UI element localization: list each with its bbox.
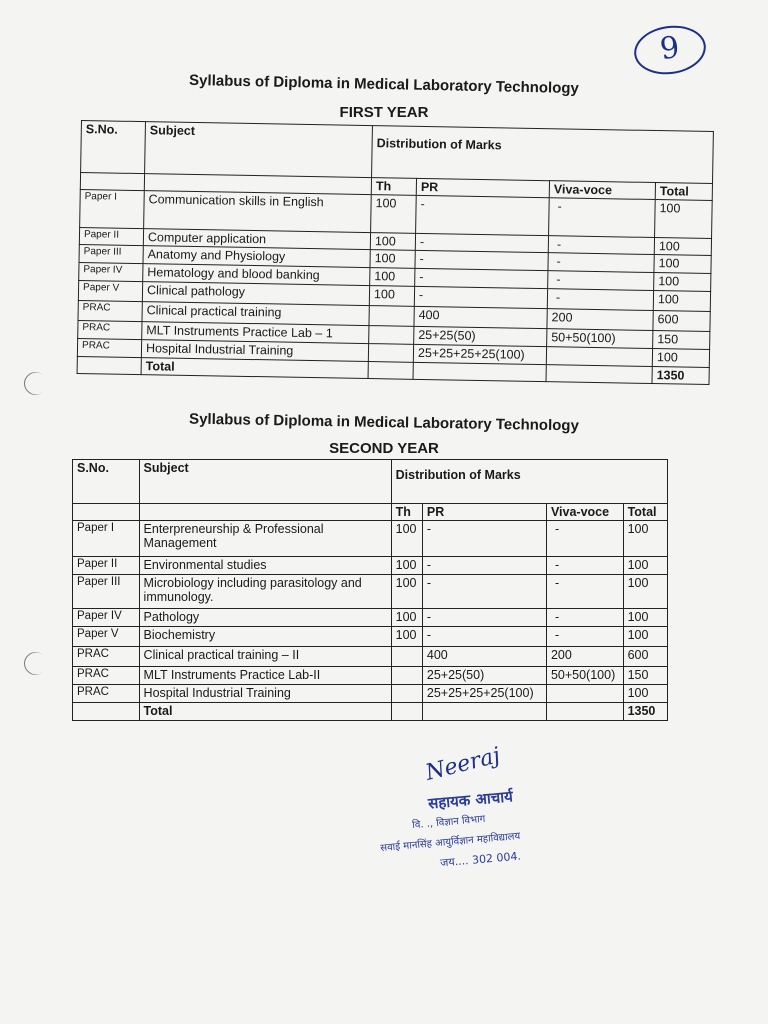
subject-cell: Pathology: [139, 609, 391, 627]
sno-cell: Paper V: [78, 280, 142, 301]
pr-marks-cell: -: [414, 286, 547, 308]
pr-marks-cell: -: [422, 557, 546, 575]
th-header: Th: [391, 504, 422, 521]
sno-cell: PRAC: [73, 685, 140, 703]
pr-marks-cell: [413, 362, 546, 381]
table-row: [73, 575, 668, 609]
pr-marks-cell: -: [422, 627, 546, 647]
th-marks-cell: 100: [391, 575, 422, 609]
viva-voce-cell: -: [546, 627, 623, 647]
total-marks-cell: 600: [623, 647, 667, 667]
table-row: [73, 627, 668, 647]
total-marks-cell: 150: [623, 667, 667, 685]
th-marks-cell: [391, 667, 422, 685]
total-marks-cell: 100: [655, 200, 713, 239]
viva-voce-cell: [546, 365, 652, 384]
subject-cell: Total: [139, 703, 391, 721]
viva-voce-cell: -: [547, 289, 653, 311]
th-marks-cell: [368, 344, 413, 363]
sno-cell: Paper IV: [73, 609, 140, 627]
sno-cell: PRAC: [78, 300, 142, 321]
stamp-title: सहायक आचार्य: [427, 787, 514, 813]
th-marks-cell: 100: [391, 557, 422, 575]
th-marks-cell: 100: [391, 627, 422, 647]
signature: Neeraj: [423, 743, 503, 786]
sno-cell: [73, 703, 140, 721]
pr-header: PR: [416, 178, 549, 197]
viva-header: Viva-voce: [546, 504, 623, 521]
subject-cell: Clinical pathology: [142, 282, 369, 306]
sno-cell: Paper V: [73, 627, 140, 647]
subject-cell: Environmental studies: [139, 557, 391, 575]
total-marks-cell: 1350: [623, 703, 667, 721]
table-subheader-row: [73, 504, 668, 521]
viva-voce-cell: [546, 347, 652, 367]
total-marks-cell: 100: [623, 557, 667, 575]
total-marks-cell: 100: [652, 349, 709, 368]
pr-marks-cell: 400: [422, 647, 546, 667]
sno-cell: Paper II: [73, 557, 140, 575]
th-marks-cell: [391, 647, 422, 667]
subject-cell: Hematology and blood banking: [143, 264, 370, 286]
table-row: [73, 521, 668, 557]
sno-cell: Paper II: [79, 227, 143, 245]
pr-header: PR: [422, 504, 546, 521]
viva-voce-cell: -: [548, 236, 654, 255]
sno-cell: Paper I: [73, 521, 140, 557]
viva-voce-cell: -: [546, 557, 623, 575]
total-marks-cell: 100: [654, 255, 711, 274]
th-header: Th: [371, 178, 416, 196]
pr-marks-cell: -: [415, 250, 548, 270]
total-marks-cell: 100: [623, 521, 667, 557]
subject-cell: Biochemistry: [139, 627, 391, 647]
total-marks-cell: 100: [653, 291, 710, 312]
second-year-marks-table: [72, 459, 668, 721]
pr-marks-cell: -: [415, 233, 548, 252]
table-row: [73, 557, 668, 575]
viva-voce-cell: -: [546, 609, 623, 627]
punch-hole-mark: [19, 647, 52, 680]
viva-voce-cell: [546, 685, 623, 703]
th-marks-cell: 100: [391, 521, 422, 557]
table-row: [73, 685, 668, 703]
pr-marks-cell: 25+25(50): [422, 667, 546, 685]
sno-cell: Paper III: [73, 575, 140, 609]
viva-voce-cell: -: [548, 271, 654, 291]
viva-voce-cell: 200: [546, 647, 623, 667]
total-marks-cell: 100: [623, 685, 667, 703]
total-marks-cell: 100: [623, 609, 667, 627]
total-marks-cell: 100: [654, 238, 711, 256]
sno-cell: PRAC: [77, 338, 141, 357]
viva-voce-cell: 50+50(100): [547, 329, 653, 349]
subject-header: Subject: [139, 460, 391, 504]
viva-voce-cell: -: [549, 198, 656, 238]
th-marks-cell: [368, 362, 413, 380]
th-marks-cell: 100: [369, 286, 414, 307]
th-marks-cell: 100: [370, 233, 415, 251]
first-year-marks-table: [77, 120, 714, 385]
distribution-header: Distribution of Marks: [391, 460, 667, 504]
total-row: [73, 703, 668, 721]
table-row: [73, 609, 668, 627]
subject-cell: MLT Instruments Practice Lab – 1: [142, 322, 369, 344]
subject-cell: Clinical practical training: [142, 302, 369, 326]
viva-voce-cell: -: [546, 575, 623, 609]
stamp-line: सवाई मानसिंह आयुर्विज्ञान महाविद्यालय: [379, 830, 521, 855]
th-marks-cell: 100: [370, 250, 415, 269]
subject-cell: Anatomy and Physiology: [143, 246, 370, 268]
subject-cell: Total: [141, 358, 368, 379]
pr-marks-cell: -: [422, 609, 546, 627]
subject-cell: Hospital Industrial Training: [141, 340, 368, 362]
pr-marks-cell: 25+25+25+25(100): [413, 344, 546, 364]
first-year-title: Syllabus of Diploma in Medical Laboratory Technology: [188, 71, 580, 98]
pr-marks-cell: 25+25(50): [414, 326, 547, 346]
subject-cell: Hospital Industrial Training: [139, 685, 391, 703]
sno-header: S.No.: [81, 121, 146, 174]
th-marks-cell: 100: [371, 195, 417, 234]
sno-cell: Paper III: [79, 244, 143, 263]
table-row: [73, 667, 668, 685]
pr-marks-cell: -: [422, 575, 546, 609]
first-year-subtitle: FIRST YEAR: [339, 104, 429, 121]
table-header-row: [73, 460, 668, 504]
subject-cell: Computer application: [143, 229, 370, 250]
viva-voce-cell: [546, 703, 623, 721]
total-header: Total: [623, 504, 667, 521]
th-marks-cell: [391, 685, 422, 703]
th-marks-cell: [369, 326, 414, 345]
sno-cell: [77, 356, 141, 374]
table-row: [73, 647, 668, 667]
page-number: 9: [631, 21, 709, 79]
viva-header: Viva-voce: [549, 181, 655, 200]
pr-marks-cell: -: [416, 195, 550, 235]
total-marks-cell: 100: [654, 273, 711, 292]
th-marks-cell: 100: [370, 268, 415, 287]
subject-header: Subject: [145, 122, 373, 178]
sno-cell: PRAC: [78, 320, 142, 339]
th-marks-cell: [369, 306, 414, 327]
stamp-line: वि. ., विज्ञान विभाग: [411, 813, 486, 832]
second-year-title: Syllabus of Diploma in Medical Laboratory Technology: [188, 410, 580, 435]
total-marks-cell: 100: [623, 575, 667, 609]
punch-hole-mark: [19, 367, 52, 400]
sno-cell: PRAC: [73, 667, 140, 685]
subject-cell: Communication skills in English: [144, 191, 372, 233]
subject-cell: Microbiology including parasitology and immunology.: [139, 575, 391, 609]
pr-marks-cell: 25+25+25+25(100): [422, 685, 546, 703]
total-marks-cell: 100: [623, 627, 667, 647]
sno-header: S.No.: [73, 460, 140, 504]
viva-voce-cell: -: [546, 521, 623, 557]
th-marks-cell: [391, 703, 422, 721]
pr-marks-cell: [422, 703, 546, 721]
stamp-line: जय.... 302 004.: [439, 849, 522, 870]
pr-marks-cell: -: [422, 521, 546, 557]
subject-cell: Enterpreneurship & Professional Management: [139, 521, 391, 557]
sno-cell: Paper I: [80, 189, 145, 228]
pr-marks-cell: 400: [414, 306, 547, 328]
viva-voce-cell: 50+50(100): [546, 667, 623, 685]
th-marks-cell: 100: [391, 609, 422, 627]
sno-cell: Paper IV: [79, 262, 143, 281]
subject-cell: MLT Instruments Practice Lab-II: [139, 667, 391, 685]
total-marks-cell: 150: [653, 331, 710, 350]
sno-cell: PRAC: [73, 647, 140, 667]
pr-marks-cell: -: [415, 268, 548, 288]
total-marks-cell: 1350: [652, 367, 709, 385]
second-year-subtitle: SECOND YEAR: [329, 440, 439, 457]
total-marks-cell: 600: [653, 311, 710, 332]
total-header: Total: [655, 183, 712, 201]
distribution-header: Distribution of Marks: [372, 126, 714, 184]
viva-voce-cell: 200: [547, 309, 653, 331]
viva-voce-cell: -: [548, 253, 654, 273]
subject-cell: Clinical practical training – II: [139, 647, 391, 667]
